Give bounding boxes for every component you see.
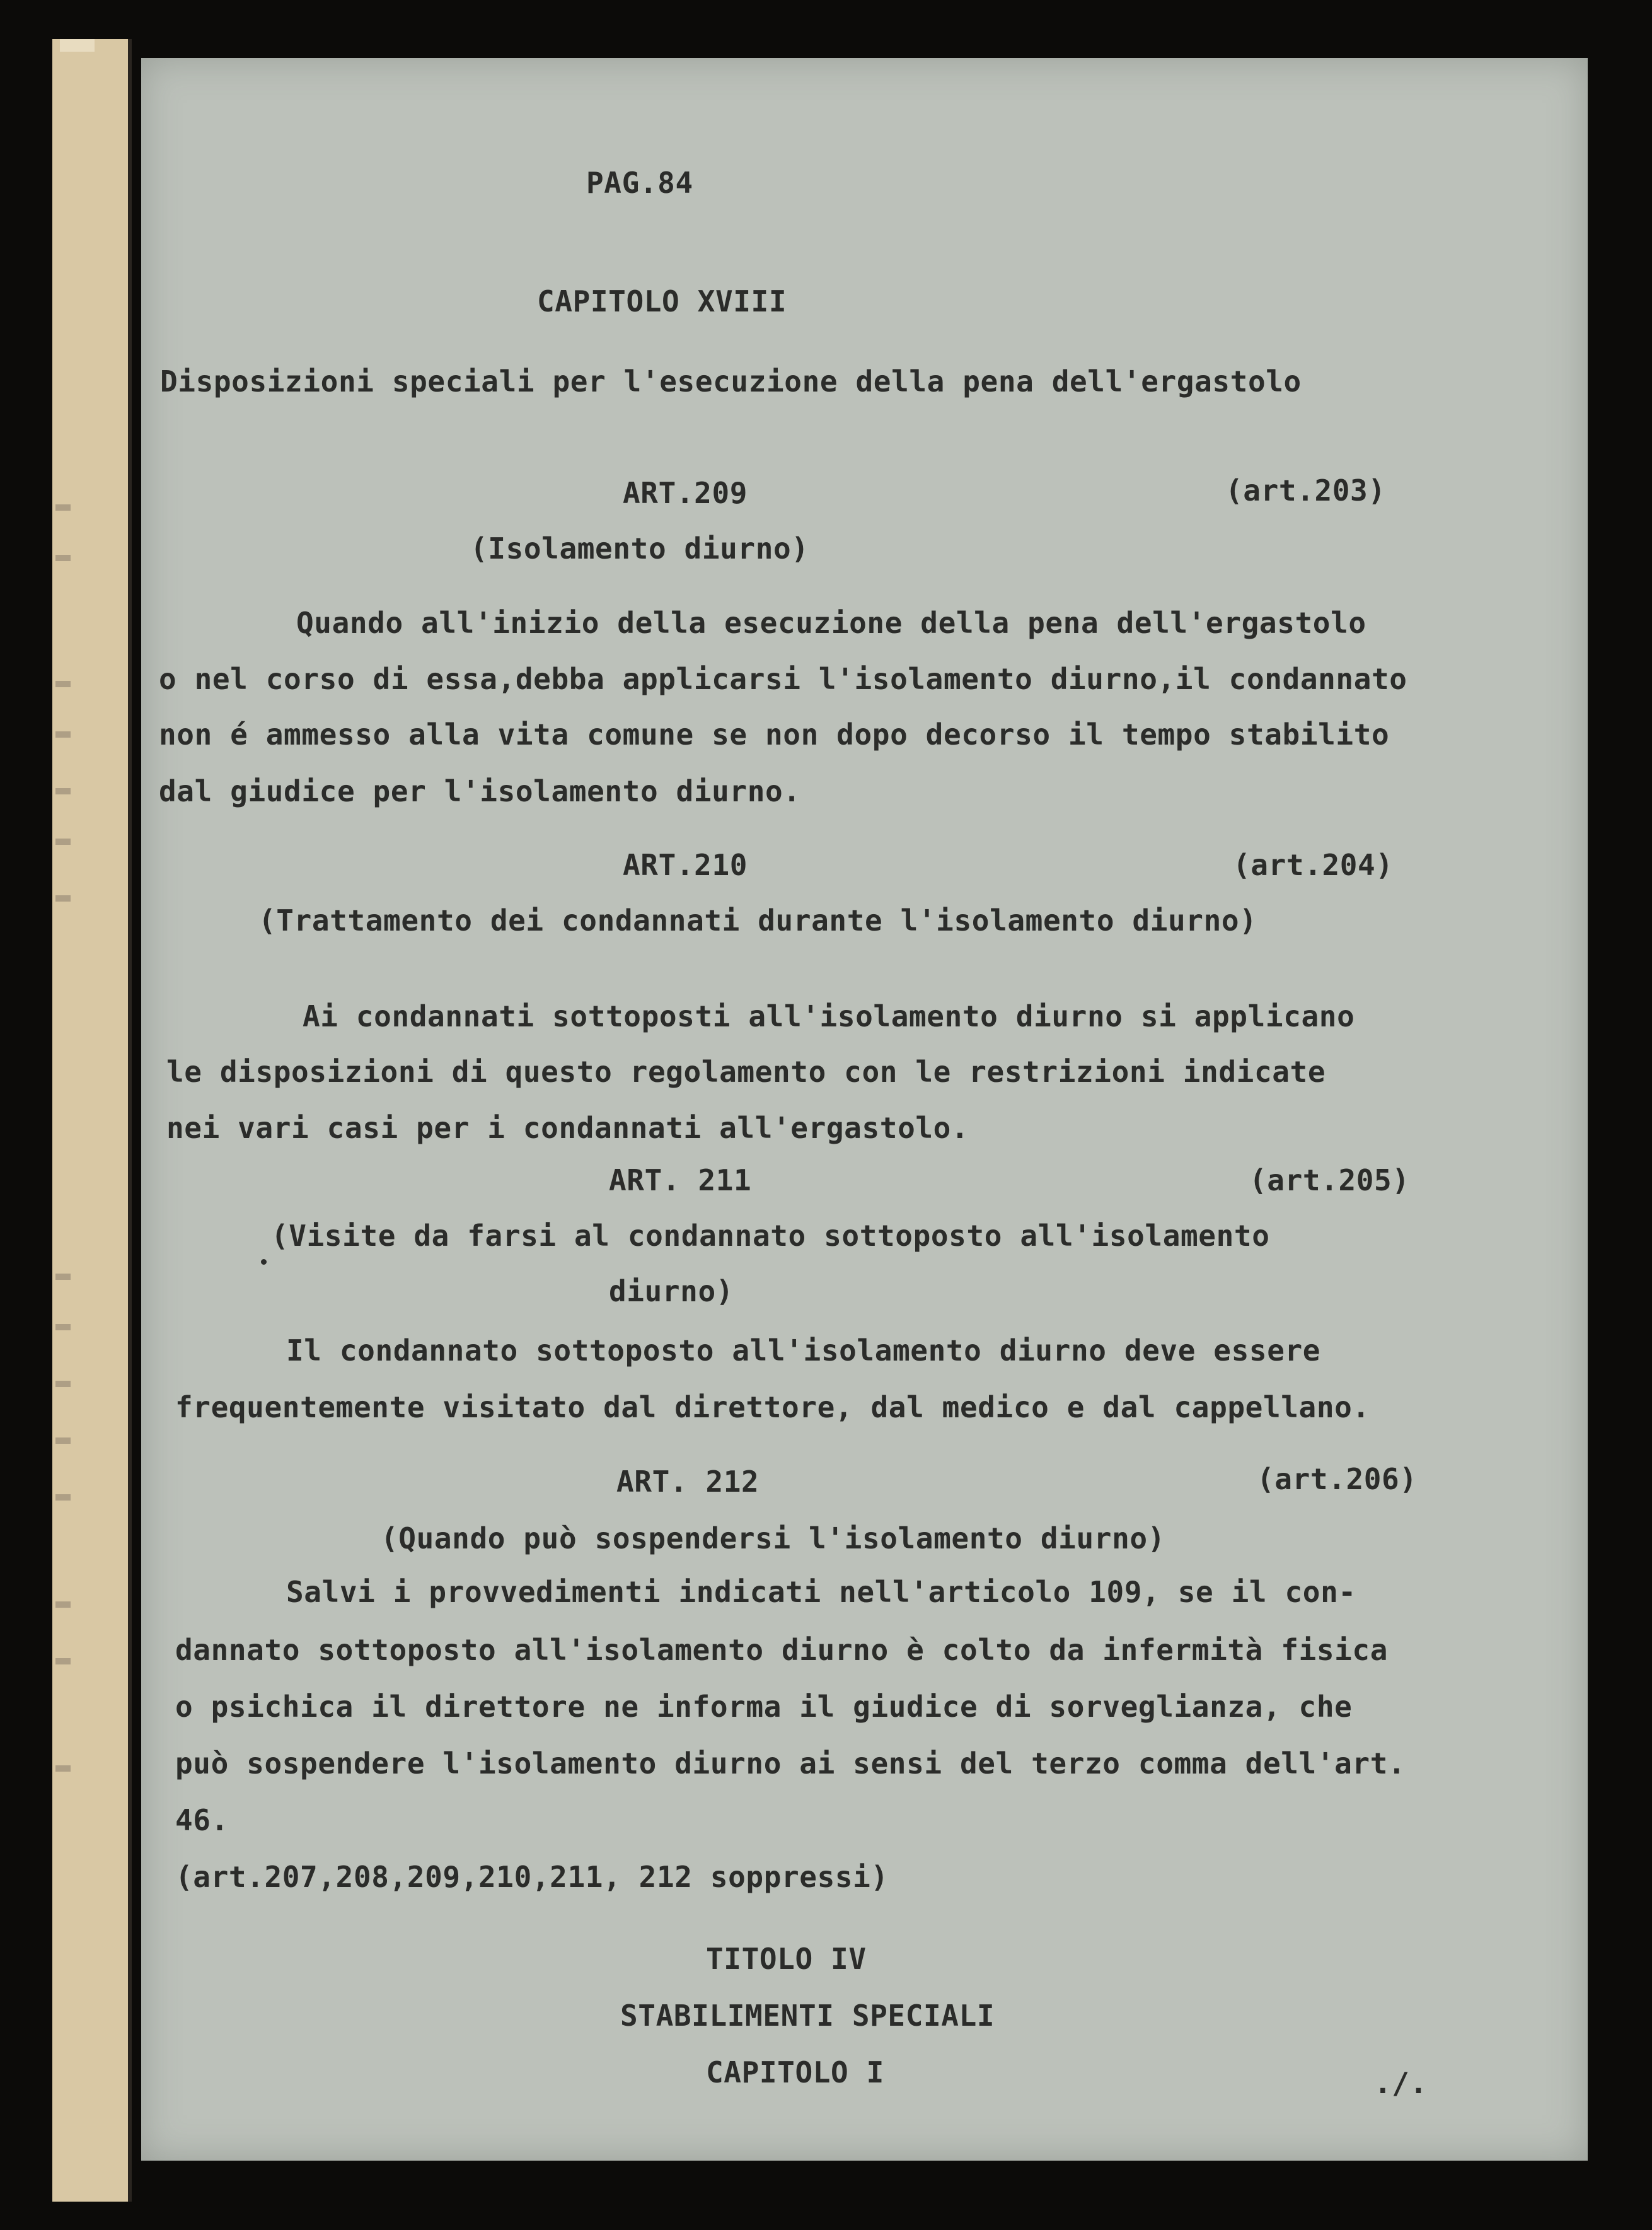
edge-mark (55, 555, 71, 561)
title-heading: TITOLO IV (706, 1942, 867, 1976)
article-number: ART.209 (623, 476, 748, 510)
continuation-mark: ./. (1374, 2066, 1428, 2100)
edge-mark (55, 1601, 71, 1608)
article-reference: (art.205) (1249, 1163, 1410, 1197)
article-body-line: non é ammesso alla vita comune se non dopo decorso il tempo stabilito (159, 717, 1390, 752)
page-number: PAG.84 (586, 166, 693, 200)
article-title: (Trattamento dei condannati durante l'isolamento diurno) (258, 903, 1257, 938)
article-title: (Isolamento diurno) (470, 531, 809, 566)
article-body-line: o nel corso di essa,debba applicarsi l'isolamento diurno,il condannato (159, 662, 1407, 696)
article-body-line: Quando all'inizio della esecuzione della pena dell'ergastolo (296, 606, 1366, 640)
article-body-line: Ai condannati sottoposti all'isolamento diurno si applicano (303, 999, 1355, 1033)
adjacent-page-edge (52, 39, 132, 2202)
edge-mark (55, 895, 71, 902)
next-chapter-heading: CAPITOLO I (706, 2055, 884, 2089)
stray-ink-dot (261, 1259, 267, 1265)
article-body-line: nei vari casi per i condannati all'ergastolo. (166, 1111, 969, 1145)
edge-mark (55, 681, 71, 687)
title-subheading: STABILIMENTI SPECIALI (620, 1999, 995, 2033)
article-number: ART. 211 (609, 1163, 752, 1197)
article-body-line: o psichica il direttore ne informa il giudice di sorveglianza, che (175, 1690, 1353, 1724)
suppressed-note: (art.207,208,209,210,211, 212 soppressi) (175, 1860, 889, 1894)
article-body-line: Il condannato sottoposto all'isolamento diurno deve essere (286, 1333, 1321, 1368)
article-number: ART.210 (623, 848, 748, 882)
article-number: ART. 212 (616, 1465, 760, 1499)
edge-mark (55, 1765, 71, 1772)
chapter-heading: CAPITOLO XVIII (537, 284, 787, 318)
edge-mark (55, 1274, 71, 1280)
article-reference: (art.203) (1225, 473, 1386, 508)
article-body-line: 46. (175, 1803, 229, 1837)
typewritten-page (141, 58, 1588, 2161)
article-reference: (art.204) (1233, 848, 1394, 882)
article-body-line: dannato sottoposto all'isolamento diurno è colto da infermità fisica (175, 1633, 1389, 1667)
article-title: (Visite da farsi al condannato sottoposto all'isolamento (271, 1219, 1270, 1253)
article-body-line: frequentemente visitato dal direttore, dal medico e dal cappellano. (175, 1390, 1370, 1424)
chapter-title: Disposizioni speciali per l'esecuzione della pena dell'ergastolo (160, 364, 1302, 398)
edge-mark (55, 1324, 71, 1330)
edge-mark (55, 504, 71, 511)
article-body-line: Salvi i provvedimenti indicati nell'articolo 109, se il con- (286, 1575, 1356, 1609)
edge-mark (55, 788, 71, 794)
article-title: (Quando può sospendersi l'isolamento diurno) (381, 1521, 1165, 1555)
article-body-line: le disposizioni di questo regolamento con le restrizioni indicate (166, 1055, 1326, 1089)
edge-mark (55, 1658, 71, 1664)
edge-mark (55, 839, 71, 845)
article-title: diurno) (609, 1274, 734, 1308)
edge-mark (55, 1381, 71, 1387)
edge-mark (55, 731, 71, 738)
article-reference: (art.206) (1257, 1462, 1418, 1496)
article-body-line: può sospendere l'isolamento diurno ai sensi del terzo comma dell'art. (175, 1746, 1406, 1780)
adjacent-page-highlight (60, 39, 95, 52)
edge-mark (55, 1437, 71, 1444)
edge-mark (55, 1494, 71, 1501)
article-body-line: dal giudice per l'isolamento diurno. (159, 774, 801, 808)
